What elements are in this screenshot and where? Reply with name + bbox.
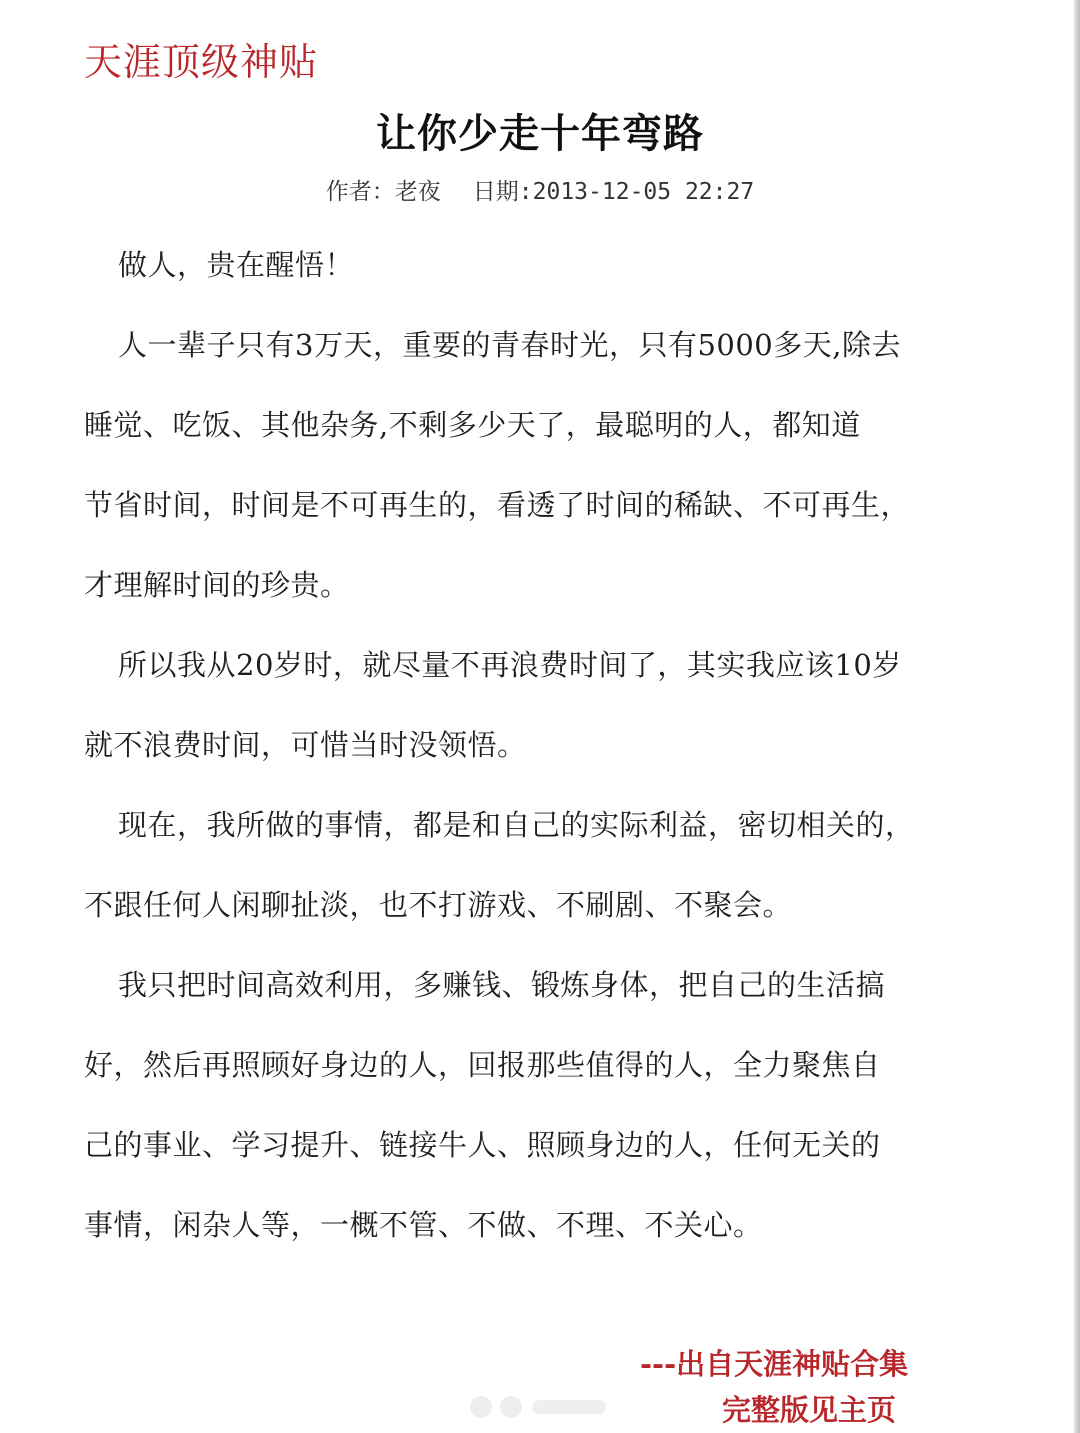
body-line: 节省时间，时间是不可再生的，看透了时间的稀缺、不可再生， [84, 488, 911, 522]
body-line: 做人，贵在醒悟！ [118, 248, 355, 282]
source-note: ---出自天涯神贴合集 [640, 1347, 909, 1381]
body-line: 所以我从20岁时，就尽量不再浪费时间了，其实我应该10岁 [118, 648, 902, 682]
faint-watermark [468, 1392, 608, 1422]
page-edge [1074, 0, 1080, 1433]
author-label: 作者：老夜 [325, 179, 441, 205]
article-body [84, 234, 984, 1274]
body-line: 己的事业、学习提升、链接牛人、照顾身边的人，任何无关的 [84, 1128, 881, 1162]
watermark-bar [532, 1400, 606, 1414]
body-line: 睡觉、吃饭、其他杂务,不剩多少天了，最聪明的人，都知道 [84, 408, 861, 442]
body-line: 我只把时间高效利用，多赚钱、锻炼身体，把自己的生活搞 [118, 968, 886, 1002]
body-line: 现在，我所做的事情，都是和自己的实际利益，密切相关的， [118, 808, 915, 842]
article-meta [0, 176, 1080, 208]
body-line: 事情，闲杂人等，一概不管、不做、不理、不关心。 [84, 1208, 763, 1242]
body-line: 人一辈子只有3万天，重要的青春时光，只有5000多天,除去 [118, 328, 901, 362]
full-version-note: 完整版见主页 [722, 1393, 897, 1427]
body-line: 不跟任何人闲聊扯淡，也不打游戏、不刷剧、不聚会。 [84, 888, 793, 922]
watermark-dot-icon [500, 1396, 522, 1418]
date-label: 日期:2013-12-05 22:27 [472, 179, 755, 205]
article-title: 让你少走十年弯路 [376, 111, 704, 157]
watermark-dot-icon [470, 1396, 492, 1418]
brand-title: 天涯顶级神贴 [84, 40, 319, 84]
body-line: 才理解时间的珍贵。 [84, 568, 350, 602]
body-line: 好，然后再照顾好身边的人，回报那些值得的人，全力聚焦自 [84, 1048, 881, 1082]
body-line: 就不浪费时间，可惜当时没领悟。 [84, 728, 527, 762]
